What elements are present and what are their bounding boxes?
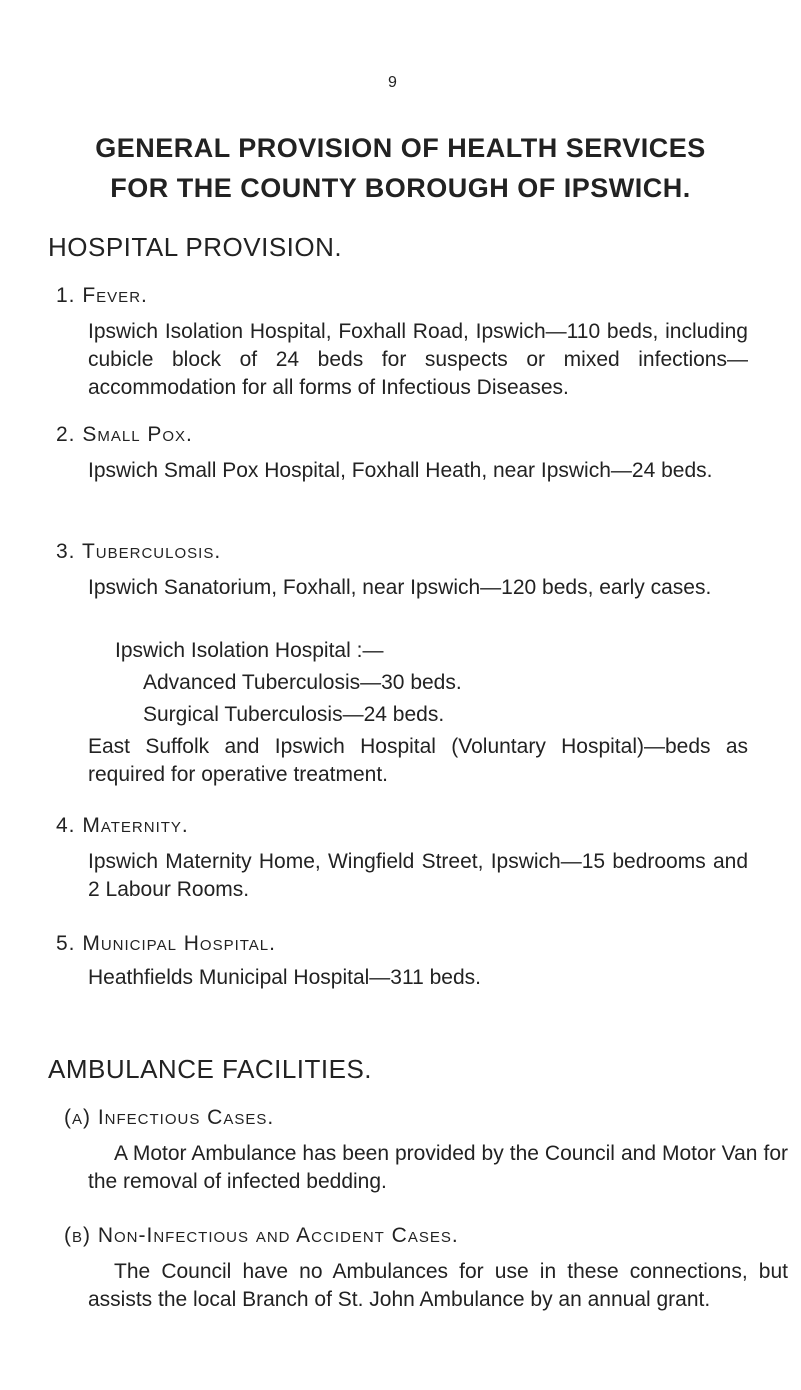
municipal-hospital-heading: 5. Municipal Hospital. bbox=[56, 932, 276, 955]
infectious-cases-text: A Motor Ambulance has been provided by the Council and Motor Van for the removal of infected bedding. bbox=[88, 1142, 788, 1193]
hospital-provision-heading: HOSPITAL PROVISION. bbox=[48, 232, 343, 262]
page-title-line-2: FOR THE COUNTY BOROUGH OF IPSWICH. bbox=[110, 173, 691, 203]
tuberculosis-isolation-text: Ipswich Isolation Hospital :— bbox=[115, 639, 384, 662]
municipal-hospital-text: Heathfields Municipal Hospital—311 beds. bbox=[88, 966, 481, 989]
tuberculosis-sanatorium-text: Ipswich Sanatorium, Foxhall, near Ipswich—120 beds, early cases. bbox=[88, 576, 712, 599]
tuberculosis-heading: 3. Tuberculosis. bbox=[56, 540, 222, 563]
maternity-heading: 4. Maternity. bbox=[56, 814, 189, 837]
small-pox-heading: 2. Small Pox. bbox=[56, 423, 193, 446]
page-title-line-1: GENERAL PROVISION OF HEALTH SERVICES bbox=[95, 133, 706, 163]
fever-heading: 1. Fever. bbox=[56, 284, 148, 307]
fever-text: Ipswich Isolation Hospital, Foxhall Road, Ipswich—110 beds, including cubicle block of 24 beds for suspects or mixed infections—accommodation for all forms of Infectious Diseases. bbox=[88, 320, 748, 399]
advanced-tuberculosis-text: Advanced Tuberculosis—30 beds. bbox=[143, 671, 462, 694]
small-pox-text: Ipswich Small Pox Hospital, Foxhall Heath, near Ipswich—24 beds. bbox=[88, 459, 713, 482]
maternity-text: Ipswich Maternity Home, Wingfield Street, Ipswich—15 bedrooms and 2 Labour Rooms. bbox=[88, 850, 748, 901]
non-infectious-cases-heading: (b) Non-Infectious and Accident Cases. bbox=[64, 1224, 459, 1247]
east-suffolk-hospital-text: East Suffolk and Ipswich Hospital (Voluntary Hospital)—beds as required for operative treatment. bbox=[88, 735, 748, 786]
page-number: 9 bbox=[388, 74, 397, 91]
ambulance-facilities-heading: AMBULANCE FACILITIES. bbox=[48, 1054, 373, 1084]
non-infectious-cases-text: The Council have no Ambulances for use in these connections, but assists the local Branch of St. John Ambulance by an annual grant. bbox=[88, 1260, 788, 1311]
infectious-cases-heading: (a) Infectious Cases. bbox=[64, 1106, 275, 1129]
surgical-tuberculosis-text: Surgical Tuberculosis—24 beds. bbox=[143, 703, 445, 726]
